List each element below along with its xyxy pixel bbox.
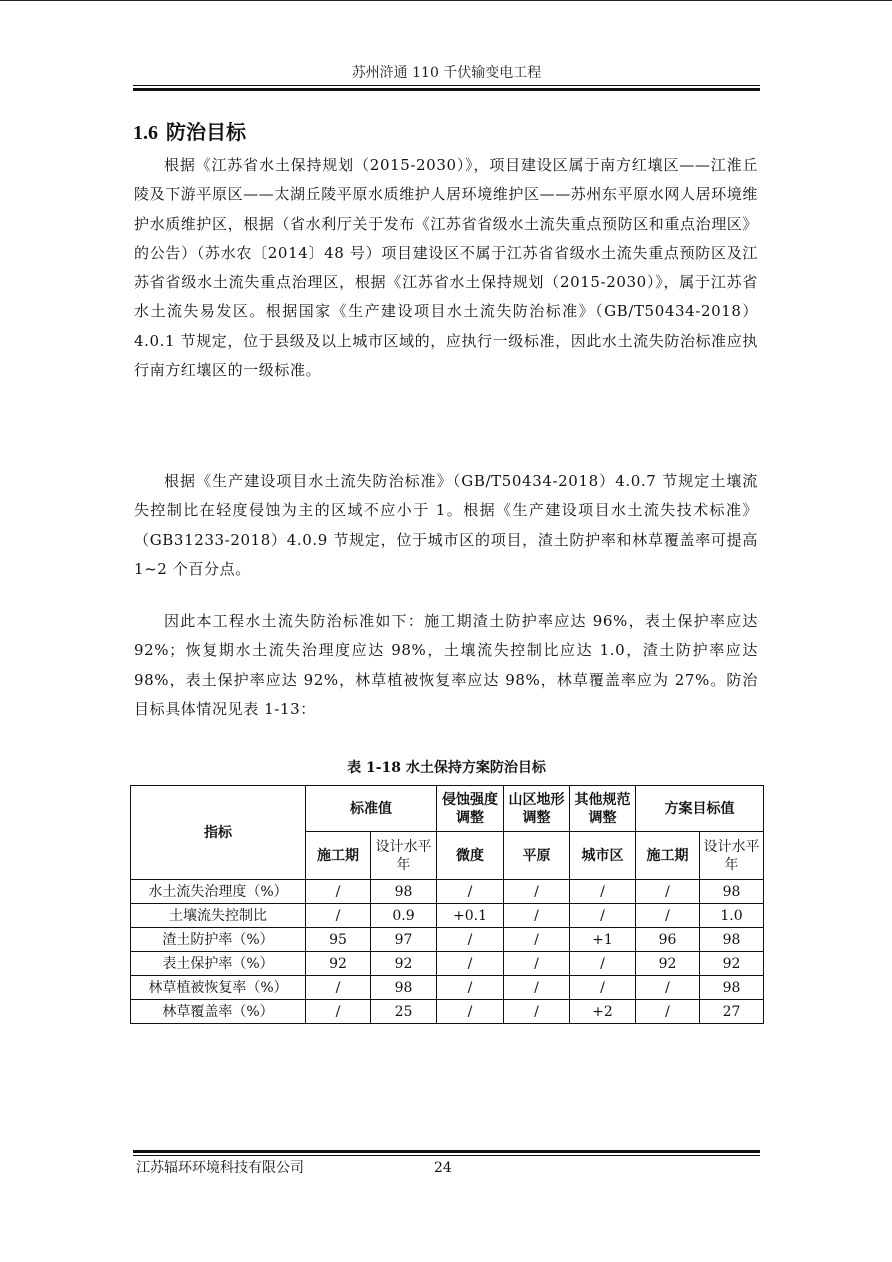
row-label: 土壤流失控制比 bbox=[131, 904, 306, 928]
table-cell: 98 bbox=[371, 880, 437, 904]
footer-divider-thick bbox=[133, 1150, 760, 1153]
header-target: 方案目标值 bbox=[636, 786, 764, 832]
table-cell: / bbox=[570, 880, 636, 904]
table-cell: 92 bbox=[700, 952, 764, 976]
table-cell: / bbox=[306, 904, 371, 928]
table-row bbox=[131, 880, 764, 904]
table-cell: / bbox=[437, 952, 504, 976]
table-cell: +2 bbox=[570, 1000, 636, 1024]
table-cell: / bbox=[306, 880, 371, 904]
header-divider-thick bbox=[133, 88, 760, 91]
table-cell: 95 bbox=[306, 928, 371, 952]
page-header-title: 苏州浒通 110 千伏输变电工程 bbox=[351, 65, 542, 81]
table-row bbox=[131, 952, 764, 976]
table-cell: / bbox=[570, 976, 636, 1000]
row-label: 林草覆盖率（%） bbox=[131, 1000, 306, 1024]
table-cell: 0.9 bbox=[371, 904, 437, 928]
table-cell: / bbox=[504, 952, 570, 976]
footer-divider-thin bbox=[133, 1155, 760, 1156]
page-top-border bbox=[0, 0, 892, 1]
section-heading bbox=[133, 119, 246, 146]
subheader-design-year: 设计水平年 bbox=[371, 832, 437, 880]
header-erosion-adjust: 侵蚀强度调整 bbox=[437, 786, 504, 832]
subheader-slight: 微度 bbox=[437, 832, 504, 880]
table-cell: 98 bbox=[700, 976, 764, 1000]
table-cell: 92 bbox=[636, 952, 700, 976]
table-row bbox=[131, 976, 764, 1000]
table-cell: +1 bbox=[570, 928, 636, 952]
table-cell: / bbox=[504, 976, 570, 1000]
paragraph-3: 因此本工程水土流失防治标准如下：施工期渣土防护率应达 96%，表土保护率应达 92%；恢复期水土流失治理度应达 98%，土壤流失控制比应达 1.0，渣土防护率应达 98%，表土保护率应达 92%，林草植被恢复率应达 98%，林草覆盖率应为 27%。防治目标具体情况见表 1-13： bbox=[134, 612, 758, 718]
row-label: 渣土防护率（%） bbox=[131, 928, 306, 952]
subheader-target-construction: 施工期 bbox=[636, 832, 700, 880]
table-cell: / bbox=[636, 880, 700, 904]
table-cell: / bbox=[636, 1000, 700, 1024]
table-cell: 97 bbox=[371, 928, 437, 952]
table-cell: 98 bbox=[700, 880, 764, 904]
subheader-target-design-year: 设计水平年 bbox=[700, 832, 764, 880]
table-cell: / bbox=[437, 1000, 504, 1024]
header-indicator: 指标 bbox=[131, 786, 306, 880]
table-caption: 表 1-18 水土保持方案防治目标 bbox=[347, 760, 546, 776]
section-number: 1.6 bbox=[133, 122, 158, 144]
table-cell: 25 bbox=[371, 1000, 437, 1024]
table-cell: / bbox=[504, 1000, 570, 1024]
table-cell: 98 bbox=[371, 976, 437, 1000]
subheader-urban: 城市区 bbox=[570, 832, 636, 880]
paragraph-1: 根据《江苏省水土保持规划（2015-2030）》，项目建设区属于南方红壤区——江淮丘陵及下游平原区——太湖丘陵平原水质维护人居环境维护区——苏州东平原水网人居环境维护水质维护区，根据（省水利厅关于发布《江苏省省级水土流失重点预防区和重点治理区》的公告）（苏水农〔2014〕48 号）项目建设区不属于江苏省省级水土流失重点预防区及江苏省省级水土流失重点治理区，根据《江苏省水土保持规划（2015-2030）》，属于江苏省水土流失易发区。根据国家《生产建设项目水土流失防治标准》（GB/T50434-2018）4.0.1 节规定，位于县级及以上城市区域的，应执行一级标准，因此水土流失防治标准应执行南方红壤区的一级标准。 bbox=[134, 156, 759, 380]
table-cell: / bbox=[437, 976, 504, 1000]
table-cell: 1.0 bbox=[700, 904, 764, 928]
table-cell: / bbox=[306, 1000, 371, 1024]
section-title: 防治目标 bbox=[166, 120, 246, 144]
table-cell: / bbox=[636, 976, 700, 1000]
page-number: 24 bbox=[434, 1160, 452, 1176]
table-cell: 27 bbox=[700, 1000, 764, 1024]
subheader-plain: 平原 bbox=[504, 832, 570, 880]
table-cell: / bbox=[504, 904, 570, 928]
table-row bbox=[131, 904, 764, 928]
table-cell: / bbox=[504, 928, 570, 952]
table-cell: / bbox=[306, 976, 371, 1000]
header-divider-thin bbox=[133, 85, 760, 86]
header-standard: 标准值 bbox=[306, 786, 437, 832]
table-row bbox=[131, 1000, 764, 1024]
footer-company: 江苏辐环环境科技有限公司 bbox=[136, 1160, 304, 1176]
table-cell: / bbox=[437, 880, 504, 904]
table-cell: 98 bbox=[700, 928, 764, 952]
targets-table bbox=[130, 785, 764, 1024]
table-cell: / bbox=[570, 952, 636, 976]
table-cell: / bbox=[504, 880, 570, 904]
row-label: 水土流失治理度（%） bbox=[131, 880, 306, 904]
row-label: 表土保护率（%） bbox=[131, 952, 306, 976]
header-other-adjust: 其他规范调整 bbox=[570, 786, 636, 832]
header-terrain-adjust: 山区地形调整 bbox=[504, 786, 570, 832]
table-cell: / bbox=[437, 928, 504, 952]
table-cell: +0.1 bbox=[437, 904, 504, 928]
table-cell: / bbox=[636, 904, 700, 928]
paragraph-2: 根据《生产建设项目水土流失防治标准》（GB/T50434-2018）4.0.7 节规定土壤流失控制比在轻度侵蚀为主的区域不应小于 1。根据《生产建设项目水土流失技术标准》（GB31233-2018）4.0.9 节规定，位于城市区的项目，渣土防护率和林草覆盖率可提高 1~2 个百分点。 bbox=[134, 472, 758, 578]
table-cell: 92 bbox=[306, 952, 371, 976]
table-cell: 96 bbox=[636, 928, 700, 952]
table-cell: / bbox=[570, 904, 636, 928]
subheader-construction: 施工期 bbox=[306, 832, 371, 880]
table-cell: 92 bbox=[371, 952, 437, 976]
table-row bbox=[131, 928, 764, 952]
row-label: 林草植被恢复率（%） bbox=[131, 976, 306, 1000]
